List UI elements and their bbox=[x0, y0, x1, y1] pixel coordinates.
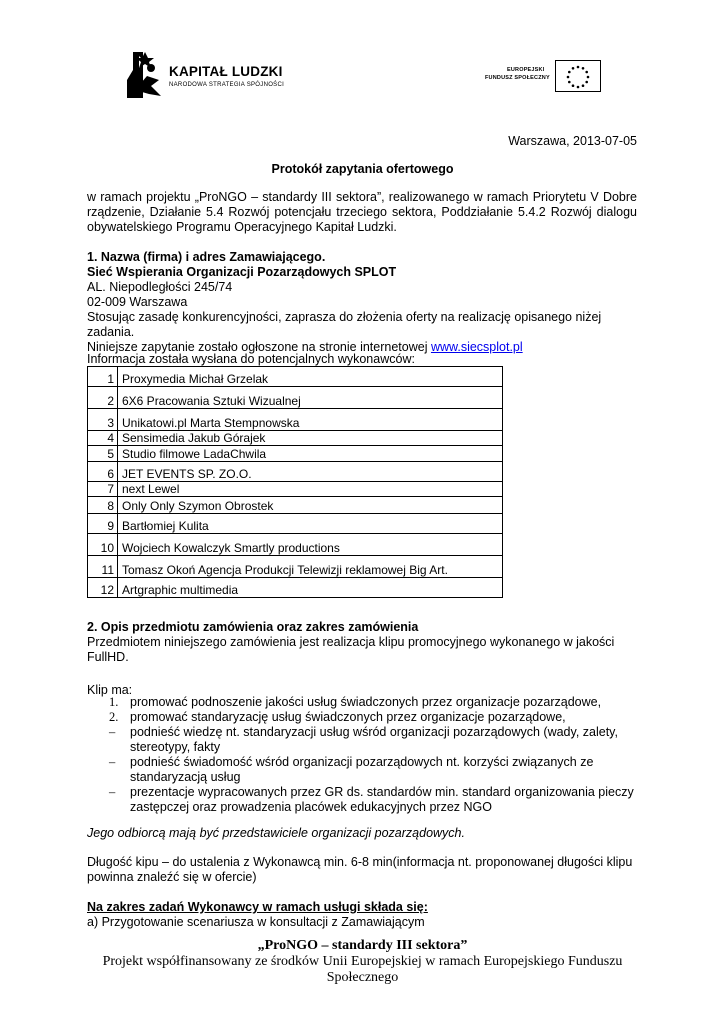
contractor-number: 5 bbox=[88, 446, 118, 462]
table-row bbox=[88, 497, 503, 514]
table-row bbox=[88, 431, 503, 446]
published-prefix: Niniejsze zapytanie zostało ogłoszone na stronie internetowej bbox=[87, 340, 431, 354]
contractor-number: 2 bbox=[88, 387, 118, 409]
efs-line1: EUROPEJSKI bbox=[507, 67, 545, 73]
info-line: Informacja została wysłana do potencjalnych wykonawców: bbox=[87, 352, 415, 366]
contractor-number: 8 bbox=[88, 497, 118, 514]
contractor-number: 12 bbox=[88, 578, 118, 598]
efs-line2: FUNDUSZ SPOŁECZNY bbox=[485, 75, 550, 81]
efs-logo bbox=[480, 60, 605, 92]
contractor-number: 6 bbox=[88, 462, 118, 482]
tasks-heading: Na zakres zadań Wykonawcy w ramach usługi składa się: bbox=[87, 900, 428, 914]
table-row bbox=[88, 514, 503, 534]
section-2 bbox=[87, 620, 647, 665]
invitation-text: Stosując zasadę konkurencyjności, zaprasza do złożenia oferty na realizację opisanego niżej zadania. bbox=[87, 310, 602, 339]
list-item bbox=[87, 785, 647, 815]
section-2-heading: 2. Opis przedmiotu zamówienia oraz zakres zamówienia bbox=[87, 620, 419, 634]
list-item-text: promować podnoszenie jakości usług świadczonych przez organizacje pozarządowe, bbox=[130, 695, 602, 709]
orderer-address-city: 02-009 Warszawa bbox=[87, 295, 188, 309]
contractor-number: 4 bbox=[88, 431, 118, 446]
contractor-name: JET EVENTS SP. ZO.O. bbox=[118, 462, 503, 482]
contractor-name: Artgraphic multimedia bbox=[118, 578, 503, 598]
list-item-text: promować standaryzację usług świadczonych przez organizacje pozarządowe, bbox=[130, 710, 566, 724]
klip-goals-list bbox=[87, 695, 647, 815]
eu-flag-icon bbox=[555, 60, 601, 92]
footer-project-name: „ProNGO – standardy III sektora” bbox=[257, 938, 468, 953]
section-1-heading: 1. Nazwa (firma) i adres Zamawiającego. bbox=[87, 250, 326, 264]
orderer-address-street: AL. Niepodległości 245/74 bbox=[87, 280, 233, 294]
contractor-number: 1 bbox=[88, 367, 118, 387]
orderer-name: Sieć Wspierania Organizacji Pozarządowych SPLOT bbox=[87, 265, 397, 279]
contractors-table bbox=[87, 366, 503, 598]
contractor-name: Unikatowi.pl Marta Stempnowska bbox=[118, 409, 503, 431]
contractor-name: Studio filmowe LadaChwila bbox=[118, 446, 503, 462]
document-title: Protokół zapytania ofertowego bbox=[271, 162, 454, 176]
kapital-ludzki-logo bbox=[125, 50, 285, 100]
contractor-number: 10 bbox=[88, 534, 118, 556]
list-item bbox=[87, 755, 647, 785]
table-row bbox=[88, 462, 503, 482]
tasks-section bbox=[87, 900, 647, 930]
list-item-text: prezentacje wypracowanych przez GR ds. standardów min. standard organizowania pieczy zastępczej oraz prowadzenia placówek edukacyjnych przez NGO bbox=[130, 785, 634, 814]
audience-text: Jego odbiorcą mają być przedstawiciele organizacji pozarządowych. bbox=[87, 826, 465, 840]
kapital-ludzki-name: KAPITAŁ LUDZKI bbox=[169, 64, 283, 79]
website-link[interactable]: www.siecsplot.pl bbox=[430, 340, 523, 354]
intro-paragraph: w ramach projektu „ProNGO – standardy III sektora”, realizowanego w ramach Priorytetu V Dobre rządzenie, Działanie 5.4 Rozwój potencjału trzeciego sektora, Poddziałanie 5.4.2 Rozwój dialogu obywatelskiego Programu Operacyjnego Kapitał Ludzki. bbox=[87, 190, 637, 234]
contractor-name: Only Only Szymon Obrostek bbox=[118, 497, 503, 514]
list-item bbox=[87, 695, 647, 710]
contractor-number: 11 bbox=[88, 556, 118, 578]
contractor-number: 9 bbox=[88, 514, 118, 534]
kapital-ludzki-subtitle: NARODOWA STRATEGIA SPÓJNOŚCI bbox=[169, 82, 285, 88]
table-row bbox=[88, 446, 503, 462]
list-marker: – bbox=[109, 785, 116, 799]
table-row bbox=[88, 556, 503, 578]
list-marker: 1. bbox=[109, 695, 119, 709]
table-row bbox=[88, 409, 503, 431]
list-item bbox=[87, 710, 647, 725]
contractor-name: next Lewel bbox=[118, 482, 503, 497]
klip-label: Klip ma: bbox=[87, 683, 133, 697]
contractor-name: Bartłomiej Kulita bbox=[118, 514, 503, 534]
contractor-number: 3 bbox=[88, 409, 118, 431]
task-a: a) Przygotowanie scenariusza w konsultacji z Zamawiającym bbox=[87, 915, 425, 929]
table-row bbox=[88, 534, 503, 556]
list-item-text: podnieść wiedzę nt. standaryzacji usług wśród organizacji pozarządowych (wady, zalety, stereotypy, fakty bbox=[130, 725, 618, 754]
list-item-text: podnieść świadomość wśród organizacji pozarządowych nt. korzyści związanych ze standaryzacją usług bbox=[130, 755, 594, 784]
contractor-name: Tomasz Okoń Agencja Produkcji Telewizji reklamowej Big Art. bbox=[118, 556, 503, 578]
list-marker: – bbox=[109, 755, 116, 769]
list-marker: 2. bbox=[109, 710, 119, 724]
contractor-number: 7 bbox=[88, 482, 118, 497]
table-row bbox=[88, 578, 503, 598]
contractor-name: Proxymedia Michał Grzelak bbox=[118, 367, 503, 387]
footer-cofinance: Projekt współfinansowany ze środków Unii Europejskiej w ramach Europejskiego Funduszu Społecznego bbox=[102, 954, 623, 985]
section-1 bbox=[87, 250, 647, 355]
list-marker: – bbox=[109, 725, 116, 739]
document-date: Warszawa, 2013-07-05 bbox=[508, 134, 637, 148]
table-row bbox=[88, 367, 503, 387]
contractor-name: Wojciech Kowalczyk Smartly productions bbox=[118, 534, 503, 556]
table-row bbox=[88, 387, 503, 409]
kapital-ludzki-emblem-icon bbox=[125, 50, 165, 100]
section-2-text: Przedmiotem niniejszego zamówienia jest realizacja klipu promocyjnego wykonanego w jakości FullHD. bbox=[87, 635, 615, 664]
footer bbox=[0, 938, 725, 986]
length-text: Długość kipu – do ustalenia z Wykonawcą min. 6-8 min(informacja nt. proponowanej długości klipu powinna znaleźć się w ofercie) bbox=[87, 855, 633, 884]
list-item bbox=[87, 725, 647, 755]
contractor-name: Sensimedia Jakub Górajek bbox=[118, 431, 503, 446]
table-row bbox=[88, 482, 503, 497]
contractor-name: 6X6 Pracowania Sztuki Wizualnej bbox=[118, 387, 503, 409]
